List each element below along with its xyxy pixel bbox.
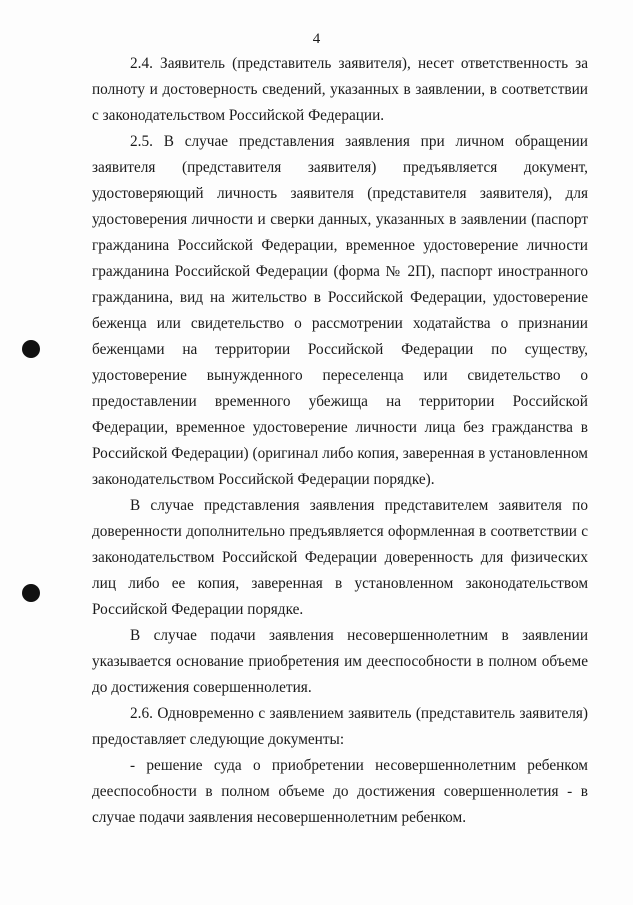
paragraph-2-5: 2.5. В случае представления заявления при личном обращении заявителя (представителя заявителя) предъявляется документ, удостоверяющий личность заявителя (представителя заявителя), для удостоверения личности и сверки данных, указанных в заявлении (паспорт гражданина Российской Федерации, временное удостоверение личности гражданина Российской Федерации (форма № 2П), паспорт иностранного гражданина, вид на жительство в Российской Федерации, удостоверение беженца или свидетельство о рассмотрении ходатайства о признании беженцами на территории Российской Федерации по существу, удостоверение вынужденного переселенца или свидетельство о предоставлении временного убежища на территории Российской Федерации, временное удостоверение личности лица без гражданства в Российской Федерации) (оригинал либо копия, заверенная в установленном законодательством Российской Федерации порядке). <box>92 133 588 488</box>
punch-hole-mark <box>22 584 40 602</box>
paragraph-representative: В случае представления заявления представителем заявителя по доверенности дополнительно предъявляется оформленная в соответствии с законодательством Российской Федерации доверенность для физических лиц либо ее копия, заверенная в установленном законодательством Российской Федерации порядке. <box>92 497 588 618</box>
paragraph-minor: В случае подачи заявления несовершеннолетним в заявлении указывается основание приобретения им дееспособности в полном объеме до достижения совершеннолетия. <box>92 627 588 696</box>
paragraph-2-6: 2.6. Одновременно с заявлением заявитель (представитель заявителя) предоставляет следующие документы: <box>92 705 588 748</box>
paragraph-court-decision: - решение суда о приобретении несовершеннолетним ребенком дееспособности в полном объеме до достижения совершеннолетия - в случае подачи заявления несовершеннолетним ребенком. <box>92 757 588 826</box>
document-body <box>92 51 588 831</box>
page-number: 4 <box>312 31 321 47</box>
paragraph-2-4: 2.4. Заявитель (представитель заявителя), несет ответственность за полноту и достоверность сведений, указанных в заявлении, в соответствии с законодательством Российской Федерации. <box>92 55 588 124</box>
punch-hole-mark <box>22 340 40 358</box>
